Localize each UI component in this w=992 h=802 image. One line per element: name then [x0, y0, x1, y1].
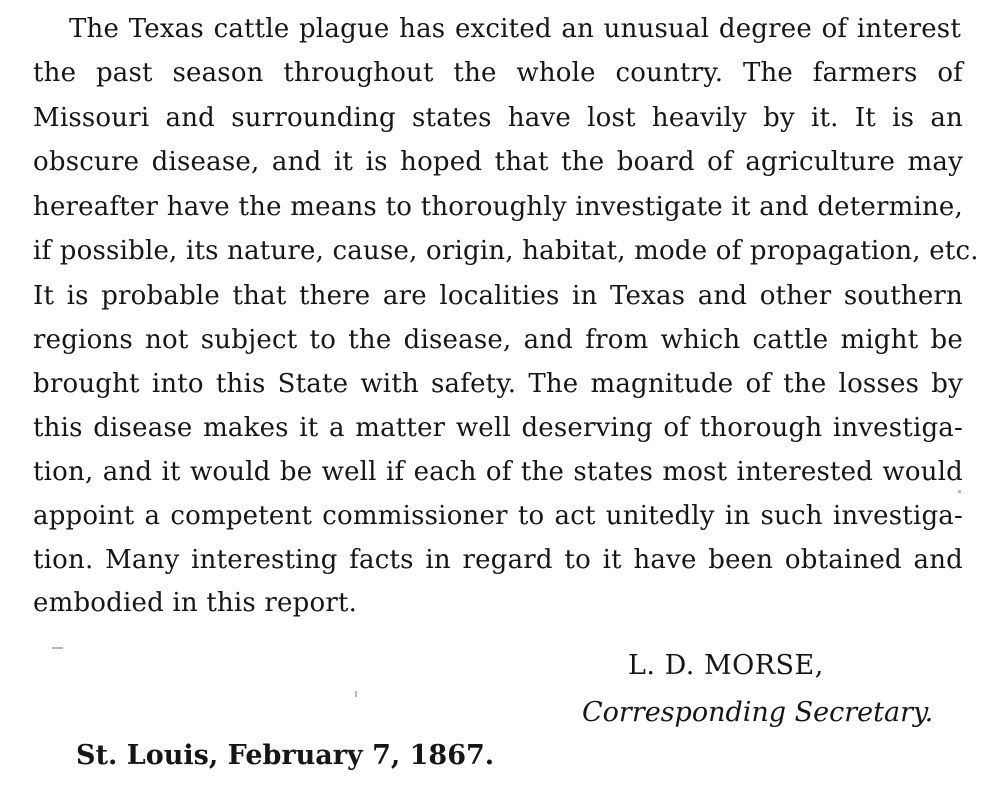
paragraph-line: regions not subject to the disease, and from which cattle might be: [33, 325, 963, 355]
print-speck: [52, 647, 63, 649]
paragraph-line: The Texas cattle plague has excited an unusual degree of interest: [69, 14, 961, 44]
dateline: St. Louis, February 7, 1867.: [76, 740, 495, 771]
paragraph-line: this disease makes it a matter well deserving of thorough investiga-: [33, 413, 963, 443]
print-speck: [958, 490, 961, 493]
paragraph-line: if possible, its nature, cause, origin, habitat, mode of propagation, etc.: [33, 236, 979, 266]
paragraph-line: Missouri and surrounding states have lost heavily by it. It is an: [33, 103, 963, 133]
signature-name: L. D. MORSE,: [628, 650, 824, 681]
paragraph-line: brought into this State with safety. The magnitude of the losses by: [33, 369, 963, 399]
paragraph-line: the past season throughout the whole country. The farmers of: [33, 58, 963, 88]
paragraph-line: hereafter have the means to thoroughly investigate it and determine,: [33, 192, 963, 222]
paragraph-line: appoint a competent commissioner to act unitedly in such investiga-: [33, 501, 963, 531]
paragraph-line: tion, and it would be well if each of the states most interested would: [33, 457, 963, 487]
print-speck: [355, 691, 357, 697]
signature-title: Corresponding Secretary.: [582, 697, 934, 728]
paragraph-line: obscure disease, and it is hoped that the board of agriculture may: [33, 147, 963, 177]
paragraph-line-last: embodied in this report.: [33, 588, 358, 618]
paragraph-line: tion. Many interesting facts in regard to it have been obtained and: [33, 545, 963, 575]
paragraph-line: It is probable that there are localities in Texas and other southern: [33, 281, 963, 311]
